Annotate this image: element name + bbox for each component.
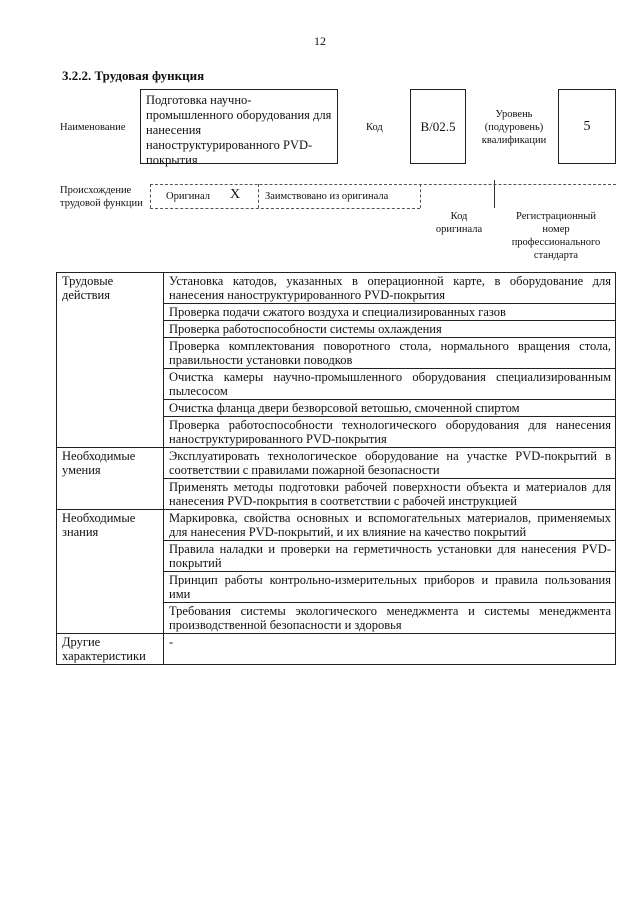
table-row	[57, 634, 616, 665]
item-cell: Требования системы экологического менеджмента и системы менеджмента производственной безопасности и здоровья	[164, 603, 616, 634]
function-name-box: Подготовка научно-промышленного оборудования для нанесения наноструктурированного PVD-покрытия	[140, 89, 338, 164]
original-label: Оригинал	[166, 191, 210, 202]
category-cell: Трудовые действия	[57, 273, 164, 448]
item-cell: Проверка работоспособности технологического оборудования для нанесения наноструктурированного PVD-покрытия	[164, 417, 616, 448]
function-table	[56, 272, 616, 665]
table-row	[57, 273, 616, 304]
reg-number-label: Регистрационный номер профессионального стандарта	[511, 211, 601, 261]
item-cell: Правила наладки и проверки на герметичность установки для нанесения PVD-покрытий	[164, 541, 616, 572]
item-cell: Очистка фланца двери безворсовой ветошью, смоченной спиртом	[164, 400, 616, 417]
item-cell: Проверка комплектования поворотного стола, нормального вращения стола, правильности установки поводков	[164, 338, 616, 369]
original-mark: X	[230, 187, 241, 202]
item-cell: Проверка работоспособности системы охлаждения	[164, 321, 616, 338]
origin-label: Происхождение трудовой функции	[60, 185, 143, 209]
code-label: Код	[366, 122, 383, 133]
page-number: 12	[314, 34, 326, 48]
category-cell: Необходимые умения	[57, 448, 164, 510]
table-row	[57, 510, 616, 541]
category-cell: Другие характеристики	[57, 634, 164, 665]
level-value-box: 5	[558, 89, 616, 164]
origin-divider-2	[420, 184, 421, 208]
item-cell: Очистка камеры научно-промышленного оборудования специализированным пылесосом	[164, 369, 616, 400]
section-title: 3.2.2. Трудовая функция	[62, 68, 205, 83]
origin-left-line	[150, 184, 151, 208]
category-cell: Необходимые знания	[57, 510, 164, 634]
borrowed-label: Заимствовано из оригинала	[265, 191, 389, 202]
origin-divider-3	[494, 180, 495, 208]
item-cell: Проверка подачи сжатого воздуха и специализированных газов	[164, 304, 616, 321]
code-value-box: B/02.5	[410, 89, 466, 164]
origin-top-line	[150, 184, 616, 185]
code-original-label: Код оригинала	[435, 211, 483, 235]
origin-divider-1	[258, 184, 259, 208]
name-label: Наименование	[60, 122, 126, 133]
item-cell: Применять методы подготовки рабочей поверхности объекта и материалов для нанесения PVD-покрытия в соответствии с рабочей инструкцией	[164, 479, 616, 510]
item-cell: -	[164, 634, 616, 665]
item-cell: Маркировка, свойства основных и вспомогательных материалов, применяемых для нанесения PVD-покрытий, и их влияние на качество покрытий	[164, 510, 616, 541]
item-cell: Установка катодов, указанных в операционной карте, в оборудование для нанесения наноструктурированного PVD-покрытия	[164, 273, 616, 304]
level-label: Уровень (подуровень) квалификации	[481, 109, 547, 146]
table-row	[57, 448, 616, 479]
item-cell: Принцип работы контрольно-измерительных приборов и правила пользования ими	[164, 572, 616, 603]
origin-bottom-line	[150, 208, 420, 209]
item-cell: Эксплуатировать технологическое оборудование на участке PVD-покрытий в соответствии с правилами пожарной безопасности	[164, 448, 616, 479]
